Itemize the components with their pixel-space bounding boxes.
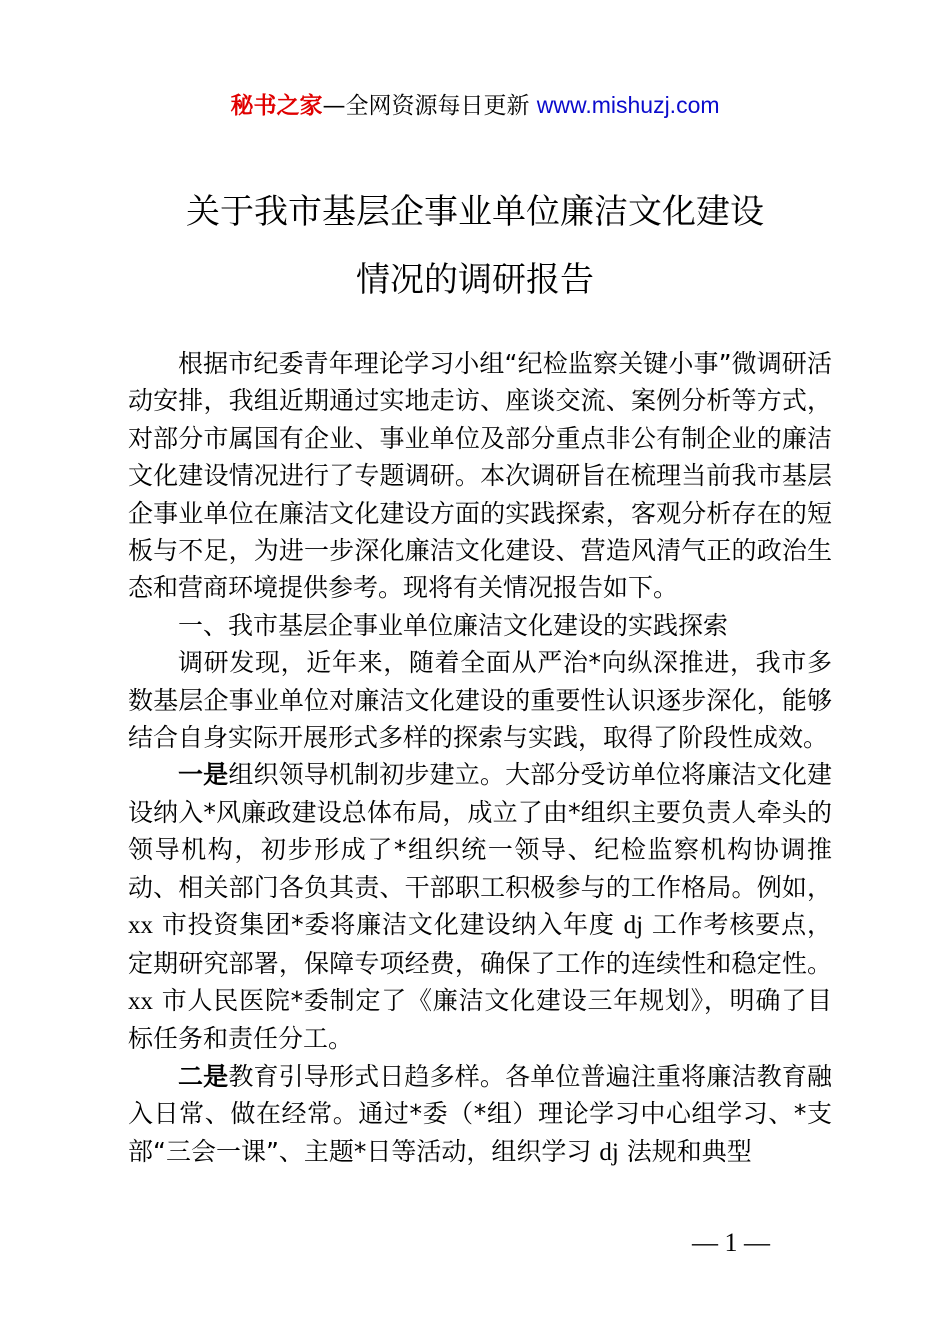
point-2-dj: dj [599,1138,619,1166]
point-1-text-a: 组织领导机制初步建立。大部分受访单位将廉洁文化建设纳入*风廉政建设总体布局，成立了由*组织主要负责人牵头的领导机构，初步形成了*组织统一领导、纪检监察机构协调推动、相关部门各负其责、干部职工积极参与的工作格局。例如， [128,760,832,902]
point-1-xx-2: xx [128,987,153,1015]
point-1-lead: 一是 [178,760,229,790]
banner-url-link[interactable]: www.mishuzj.com [536,92,720,118]
section-1-heading: 一、我市基层企事业单位廉洁文化建设的实践探索 [178,610,729,640]
point-1-text-b: 市投资集团*委将廉洁文化建设纳入年度 [161,910,615,940]
site-banner [0,88,950,123]
point-1-xx-1: xx [128,912,153,940]
point-1-paragraph [128,756,832,1057]
section-1-intro-paragraph: 调研发现，近年来，随着全面从严治*向纵深推进，我市多数基层企事业单位对廉洁文化建设的重要性认识逐步深化，能够结合自身实际开展形式多样的探索与实践，取得了阶段性成效。 [128,648,832,753]
page-number: — 1 — [692,1228,770,1257]
banner-brand: 秘书之家 [230,93,323,119]
point-2-text-a: 教育引导形式日趋多样。各单位普遍注重将廉洁教育融入日常、做在经常。通过*委（*组）理论学习中心组学习、*支部“三会一课”、主题*日等活动，组织学习 [128,1061,832,1166]
document-title-line-2: 情况的调研报告 [356,260,594,300]
point-1-dj: dj [623,912,644,940]
point-2-paragraph [128,1058,832,1171]
banner-slogan: —全网资源每日更新 [322,93,537,119]
point-1-text-d: 市人民医院*委制定了《廉洁文化建设三年规划》，明确了目标任务和责任分工。 [128,985,832,1054]
document-body [128,345,832,1171]
point-1-text-c: 工作考核要点，定期研究部署，保障专项经费，确保了工作的连续性和稳定性。 [128,910,832,978]
point-2-text-b: 法规和典型 [626,1136,752,1166]
point-2-lead: 二是 [178,1061,229,1091]
document-title-line-1: 关于我市基层企事业单位廉洁文化建设 [186,192,764,232]
intro-paragraph: 根据市纪委青年理论学习小组“纪检监察关键小事”微调研活动安排，我组近期通过实地走访、座谈交流、案例分析等方式，对部分市属国有企业、事业单位及部分重点非公有制企业的廉洁文化建设情况进行了专题调研。本次调研旨在梳理当前我市基层企事业单位在廉洁文化建设方面的实践探索，客观分析存在的短板与不足，为进一步深化廉洁文化建设、营造风清气正的政治生态和营商环境提供参考。现将有关情况报告如下。 [128,349,832,603]
